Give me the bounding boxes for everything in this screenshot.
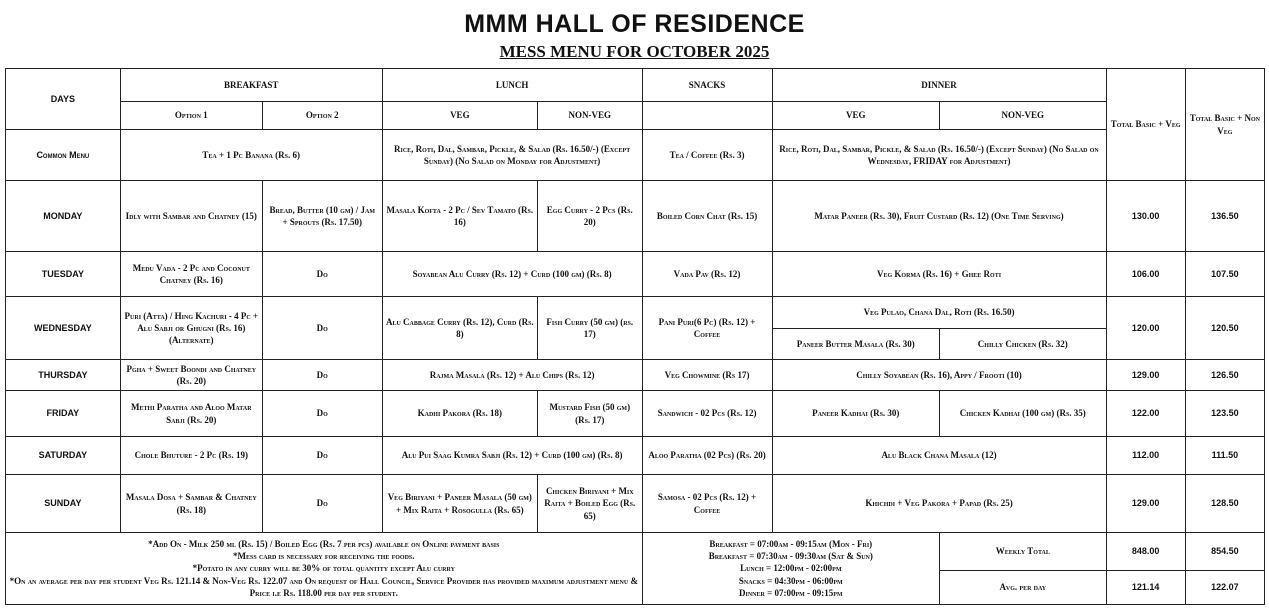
snacks-subheader-empty xyxy=(642,102,772,130)
wednesday-total-veg: 120.00 xyxy=(1106,297,1185,360)
common-breakfast: Tea + 1 Pc Banana (Rs. 6) xyxy=(120,130,382,181)
page-title: MMM HALL OF RESIDENCE xyxy=(464,10,805,38)
day-saturday: SATURDAY xyxy=(6,437,121,475)
lunch-header: LUNCH xyxy=(382,69,642,102)
wednesday-lunch-veg: Alu Cabbage Curry (Rs. 12), Curd (Rs. 8) xyxy=(382,297,537,360)
tuesday-breakfast-option1: Medu Vada - 2 Pc and Coconut Chatney (Rs. 16) xyxy=(120,252,262,297)
dinner-veg-header: VEG xyxy=(772,102,940,130)
monday-total-nonveg: 136.50 xyxy=(1185,181,1264,252)
sunday-total-veg: 129.00 xyxy=(1106,475,1185,533)
monday-snacks: Boiled Corn Chat (Rs. 15) xyxy=(642,181,772,252)
tuesday-lunch: Soyabean Alu Curry (Rs. 12) + Curd (100 gm) (Rs. 8) xyxy=(382,252,642,297)
sunday-snacks: Samosa - 02 Pcs (Rs. 12) + Coffee xyxy=(642,475,772,533)
dinner-nonveg-header: NON-VEG xyxy=(940,102,1107,130)
sunday-breakfast-option1: Masala Dosa + Sambar & Chatney (Rs. 18) xyxy=(120,475,262,533)
friday-breakfast-option2: Do xyxy=(262,391,382,437)
common-lunch: Rice, Roti, Dal, Sambar, Pickle, & Salad (Rs. 16.50/-) (Except Sunday) (No Salad on Monday for Adjustment) xyxy=(382,130,642,181)
days-header: DAYS xyxy=(6,69,121,130)
timing-4: Snacks = 04:30pm - 06:00pm xyxy=(738,575,843,586)
common-snacks: Tea / Coffee (Rs. 3) xyxy=(642,130,772,181)
wednesday-breakfast-option2: Do xyxy=(262,297,382,360)
monday-total-veg: 130.00 xyxy=(1106,181,1185,252)
table-row xyxy=(6,475,1265,533)
snacks-header: SNACKS xyxy=(642,69,772,102)
timings-block xyxy=(642,533,939,605)
table-row xyxy=(6,391,1265,437)
page-subtitle: MESS MENU FOR OCTOBER 2025 xyxy=(499,42,770,61)
thursday-snacks: Veg Chowmine (Rs 17) xyxy=(642,360,772,391)
thursday-breakfast-option1: Pgha + Sweet Boondi and Chatney (Rs. 20) xyxy=(120,360,262,391)
tuesday-dinner: Veg Korma (Rs. 16) + Ghee Roti xyxy=(772,252,1106,297)
breakfast-header: BREAKFAST xyxy=(120,69,382,102)
timing-5: Dinner = 07:00pm - 09:15pm xyxy=(738,587,843,598)
saturday-lunch: Alu Pui Saag Kumra Sabji (Rs. 12) + Curd (100 gm) (Rs. 8) xyxy=(382,437,642,475)
thursday-lunch: Rajma Masala (Rs. 12) + Alu Chips (Rs. 12) xyxy=(382,360,642,391)
weekly-total-label: Weekly Total xyxy=(940,533,1107,571)
wednesday-lunch-nonveg: Fish Curry (50 gm) (rs. 17) xyxy=(537,297,642,360)
total-veg-header: Total Basic + Veg xyxy=(1106,69,1185,181)
menu-table xyxy=(5,68,1265,605)
saturday-total-nonveg: 111.50 xyxy=(1185,437,1264,475)
dinner-header: DINNER xyxy=(772,69,1106,102)
friday-breakfast-option1: Methi Paratha and Aloo Matar Sabji (Rs. 20) xyxy=(120,391,262,437)
thursday-total-veg: 129.00 xyxy=(1106,360,1185,391)
weekly-total-nonveg: 854.50 xyxy=(1185,533,1264,571)
common-menu-label: Common Menu xyxy=(6,130,121,181)
day-monday: MONDAY xyxy=(6,181,121,252)
friday-snacks: Sandwich - 02 Pcs (Rs. 12) xyxy=(642,391,772,437)
thursday-dinner: Chilly Soyabean (Rs. 16), Appy / Frooti (10) xyxy=(772,360,1106,391)
sunday-lunch-nonveg: Chicken Biriyani + Mix Raita + Boiled Egg (Rs. 65) xyxy=(537,475,642,533)
friday-lunch-veg: Kadhi Pakora (Rs. 18) xyxy=(382,391,537,437)
saturday-breakfast-option1: Chole Bhuture - 2 Pc (Rs. 19) xyxy=(120,437,262,475)
day-thursday: THURSDAY xyxy=(6,360,121,391)
wednesday-dinner-nonveg: Chilly Chicken (Rs. 32) xyxy=(940,329,1107,360)
wednesday-dinner-veg: Paneer Butter Masala (Rs. 30) xyxy=(772,329,940,360)
monday-dinner: Matar Paneer (Rs. 30), Fruit Custard (Rs. 12) (One Time Serving) xyxy=(772,181,1106,252)
saturday-snacks: Aloo Paratha (02 Pcs) (Rs. 20) xyxy=(642,437,772,475)
lunch-nonveg-header: NON-VEG xyxy=(537,102,642,130)
saturday-dinner: Alu Black Chana Masala (12) xyxy=(772,437,1106,475)
table-row xyxy=(6,437,1265,475)
friday-total-veg: 122.00 xyxy=(1106,391,1185,437)
monday-breakfast-option1: Idly with Sambar and Chatney (15) xyxy=(120,181,262,252)
sunday-dinner: Khichdi + Veg Pakora + Papad (Rs. 25) xyxy=(772,475,1106,533)
avg-per-day-veg: 121.14 xyxy=(1106,571,1185,605)
friday-total-nonveg: 123.50 xyxy=(1185,391,1264,437)
avg-per-day-nonveg: 122.07 xyxy=(1185,571,1264,605)
notes-block xyxy=(6,533,643,605)
weekly-total-veg: 848.00 xyxy=(1106,533,1185,571)
note-2: *Mess card is necessary for receiving the foods. xyxy=(233,551,415,562)
table-row xyxy=(6,297,1265,329)
sunday-breakfast-option2: Do xyxy=(262,475,382,533)
avg-per-day-label: Avg. per day xyxy=(940,571,1107,605)
common-dinner: Rice, Roti, Dal, Sambar, Pickle, & Salad (Rs. 16.50/-) (Except Sunday) (No Salad on Wednesday, FRIDAY for Adjustment) xyxy=(772,130,1106,181)
day-friday: FRIDAY xyxy=(6,391,121,437)
option2-header: Option 2 xyxy=(262,102,382,130)
table-row xyxy=(6,252,1265,297)
day-sunday: SUNDAY xyxy=(6,475,121,533)
total-nonveg-header: Total Basic + Non Veg xyxy=(1185,69,1264,181)
table-row xyxy=(6,360,1265,391)
sunday-lunch-veg: Veg Biriyani + Paneer Masala (50 gm) + Mix Raita + Rosogulla (Rs. 65) xyxy=(382,475,537,533)
tuesday-total-veg: 106.00 xyxy=(1106,252,1185,297)
option1-header: Option 1 xyxy=(120,102,262,130)
saturday-total-veg: 112.00 xyxy=(1106,437,1185,475)
thursday-breakfast-option2: Do xyxy=(262,360,382,391)
friday-lunch-nonveg: Mustard Fish (50 gm) (Rs. 17) xyxy=(537,391,642,437)
table-row xyxy=(6,181,1265,252)
timing-1: Breakfast = 07:00am - 09:15am (Mon - Fri) xyxy=(709,539,873,550)
monday-breakfast-option2: Bread, Butter (10 gm) / Jam + Sprouts (Rs. 17.50) xyxy=(262,181,382,252)
timing-2: Breakfast = 07:30am - 09:30am (Sat & Sun) xyxy=(708,551,873,562)
lunch-veg-header: VEG xyxy=(382,102,537,130)
tuesday-snacks: Vada Pav (Rs. 12) xyxy=(642,252,772,297)
wednesday-breakfast-option1: Puri (Atta) / Hing Kachuri - 4 Pc + Alu Sabji or Ghugni (Rs. 16) (Alternate) xyxy=(120,297,262,360)
wednesday-total-nonveg: 120.50 xyxy=(1185,297,1264,360)
note-3: *Potato in any curry will be 30% of total quantity except Alu curry xyxy=(192,563,455,574)
tuesday-breakfast-option2: Do xyxy=(262,252,382,297)
monday-lunch-nonveg: Egg Curry - 2 Pcs (Rs. 20) xyxy=(537,181,642,252)
note-4: *On an average per day per student Veg Rs. 121.14 & Non-Veg Rs. 122.07 and On request of Hall Council, Service Provider has provided maximum adjustment menu & Price i.e Rs. 118.00 per day per student. xyxy=(9,575,638,598)
friday-dinner-veg: Paneer Kadhai (Rs. 30) xyxy=(772,391,940,437)
sunday-total-nonveg: 128.50 xyxy=(1185,475,1264,533)
monday-lunch-veg: Masala Kofta - 2 Pc / Sev Tamato (Rs. 16) xyxy=(382,181,537,252)
saturday-breakfast-option2: Do xyxy=(262,437,382,475)
tuesday-total-nonveg: 107.50 xyxy=(1185,252,1264,297)
friday-dinner-nonveg: Chicken Kadhai (100 gm) (Rs. 35) xyxy=(940,391,1107,437)
wednesday-dinner-common: Veg Pulao, Chana Dal, Roti (Rs. 16.50) xyxy=(772,297,1106,329)
thursday-total-nonveg: 126.50 xyxy=(1185,360,1264,391)
day-tuesday: TUESDAY xyxy=(6,252,121,297)
timing-3: Lunch = 12:00pm - 02:00pm xyxy=(740,563,842,574)
wednesday-snacks: Pani Puri(6 Pc) (Rs. 12) + Coffee xyxy=(642,297,772,360)
note-1: *Add On - Milk 250 ml (Rs. 15) / Boiled Egg (Rs. 7 per pcs) available on Online payment basis xyxy=(148,539,500,550)
day-wednesday: WEDNESDAY xyxy=(6,297,121,360)
